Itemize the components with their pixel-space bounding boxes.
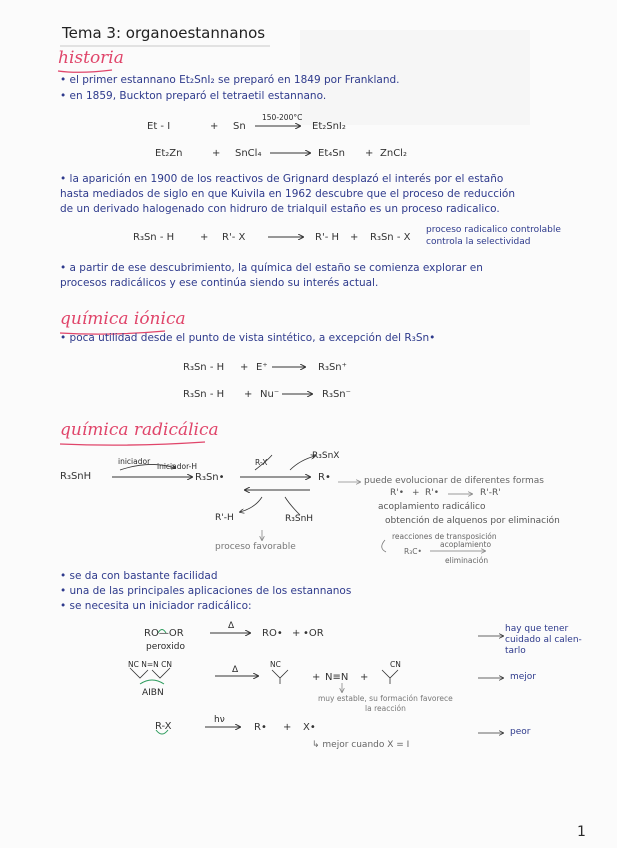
page-title: Tema 3: organoestannanos	[62, 24, 266, 42]
init1-condition: Δ	[228, 621, 235, 631]
ionic-r2-reagent: Nu⁻	[260, 389, 280, 400]
init2-stable-2: la reacción	[365, 704, 406, 713]
init2-plus2: +	[360, 672, 369, 683]
init1-note-3: tarlo	[505, 646, 526, 656]
r1-reagent: Sn	[233, 121, 246, 132]
coupling-a: R'•	[390, 488, 405, 498]
init2-product-a: NC	[270, 660, 281, 669]
r3-note-1: proceso radicalico controlable	[426, 225, 561, 235]
evolution-lead: puede evolucionar de diferentes formas	[364, 476, 544, 486]
init1-product-a: RO•	[262, 628, 283, 639]
r1-product: Et₂SnI₂	[312, 121, 346, 132]
init2-note: mejor	[510, 672, 537, 682]
para1-line-1: • la aparición en 1900 de los reactivos de Grignard desplazó el interés por el estaño	[60, 173, 504, 185]
elimination-label: obtención de alquenos por eliminación	[385, 516, 560, 526]
chain-r3snh: R₃SnH	[285, 514, 314, 524]
chain-initiator: iniciador	[118, 457, 151, 466]
r2-byproduct: ZnCl₂	[380, 148, 407, 159]
ionic-r2-product: R₃Sn⁻	[322, 389, 351, 400]
r3-c: R'- H	[315, 232, 340, 243]
init2-plus1: +	[312, 672, 321, 683]
init2-product-b: CN	[390, 660, 401, 669]
eliminacion-label: eliminación	[445, 556, 489, 565]
init1-product-b: •OR	[303, 628, 324, 639]
para1-line-3: de un derivado halogenado con hidruro de trialquil estaño es un proceso radicalico.	[60, 203, 500, 215]
init1-name: peroxido	[146, 642, 186, 652]
r2-reagent: SnCl₄	[235, 148, 262, 159]
page-number: 1	[577, 824, 586, 840]
init3-product-a: R•	[254, 722, 267, 733]
r1-left: Et - I	[147, 121, 171, 132]
init3-note: peor	[510, 727, 531, 737]
historia-bullet-1: • el primer estannano Et₂SnI₂ se preparó en 1849 por Frankland.	[60, 74, 400, 86]
r1-condition: 150-200°C	[262, 113, 303, 122]
r3-note-2: controla la selectividad	[426, 237, 531, 247]
chain-radical-sn: R₃Sn•	[195, 472, 225, 483]
ionic-r1-product: R₃Sn⁺	[318, 362, 347, 373]
ionic-r1-reagent: E⁺	[256, 362, 268, 373]
init2-n2: N≡N	[325, 672, 349, 683]
coupling-product: R'-R'	[480, 488, 501, 498]
r3-plus2: +	[350, 232, 359, 243]
para1-line-2: hasta mediados de siglo en que Kuivila en 1962 descubre que el proceso de reducción	[60, 188, 515, 200]
init2-reactant: NC N=N CN	[128, 660, 172, 669]
init1-reactant: RO—OR	[144, 628, 184, 639]
chain-rx: R-X	[255, 458, 268, 467]
init2-condition: Δ	[232, 665, 239, 675]
ionica-heading: química iónica	[60, 309, 186, 329]
r3-b: R'- X	[222, 232, 246, 243]
aibn-squiggle	[140, 680, 164, 684]
historia-heading: historia	[58, 48, 124, 68]
init1-note-2: cuidado al calen-	[505, 635, 582, 645]
r2-product: Et₄Sn	[318, 148, 345, 159]
chain-favorable: proceso favorable	[215, 542, 296, 552]
historia-underline	[58, 70, 112, 72]
init2-name: AIBN	[142, 688, 164, 698]
radical-bullet-1: • se da con bastante facilidad	[60, 570, 218, 582]
r3-d: R₃Sn - X	[370, 232, 411, 243]
rc-radical: R₃C•	[404, 547, 422, 556]
chain-rh-curve	[240, 497, 262, 512]
chain-r-radical: R•	[318, 472, 331, 483]
coupling-b: R'•	[425, 488, 440, 498]
chain-rh: R'-H	[215, 513, 234, 523]
coupling-label: acoplamiento radicálico	[378, 502, 486, 512]
historia-bullet-2: • en 1859, Buckton preparó el tetraetil estannano.	[60, 90, 327, 102]
ionic-r1-plus: +	[240, 362, 249, 373]
chain-r3snx: R₃SnX	[312, 451, 340, 461]
init3-plus: +	[283, 722, 292, 733]
init3-condition: hν	[214, 715, 225, 725]
para2-line-2: procesos radicálicos y ese continúa siendo su interés actual.	[60, 277, 379, 289]
ionic-r1-left: R₃Sn - H	[183, 362, 225, 373]
transposition-hook	[382, 540, 386, 552]
chain-start: R₃SnH	[60, 471, 92, 482]
r2-plus2: +	[365, 148, 374, 159]
radicalica-heading: química radicálica	[60, 420, 219, 440]
r2-left: Et₂Zn	[155, 148, 183, 159]
chain-initiator-h: iniciador-H	[157, 462, 198, 471]
r3-a: R₃Sn - H	[133, 232, 175, 243]
radicalica-underline	[60, 442, 205, 445]
init3-best-when: ↳ mejor cuando X = I	[312, 740, 410, 750]
acoplamiento-label: acoplamiento	[440, 540, 492, 549]
ionica-bullet: • poca utilidad desde el punto de vista sintético, a excepción del R₃Sn•	[60, 332, 436, 344]
init3-reactant: R-X	[155, 721, 172, 732]
coupling-plus: +	[412, 488, 420, 498]
init1-note-1: hay que tener	[505, 624, 569, 634]
init2-stable-1: muy estable, su formación favorece	[318, 694, 453, 703]
radical-b-structure	[382, 670, 398, 684]
chain-r3snh-curve	[285, 497, 300, 515]
init3-product-b: X•	[303, 722, 316, 733]
r3-plus1: +	[200, 232, 209, 243]
radical-bullet-2: • una de las principales aplicaciones de los estannanos	[60, 585, 352, 597]
transposition-label: reacciones de transposición	[392, 532, 497, 541]
init1-plus: +	[292, 628, 301, 639]
ionic-r2-left: R₃Sn - H	[183, 389, 225, 400]
radical-bullet-3: • se necesita un iniciador radicálico:	[60, 600, 252, 612]
r1-plus: +	[210, 121, 219, 132]
para2-line-1: • a partir de ese descubrimiento, la química del estaño se comienza explorar en	[60, 262, 483, 274]
r2-plus1: +	[212, 148, 221, 159]
ionic-r2-plus: +	[244, 389, 253, 400]
radical-a-structure	[272, 670, 288, 684]
aibn-structure	[130, 668, 170, 678]
